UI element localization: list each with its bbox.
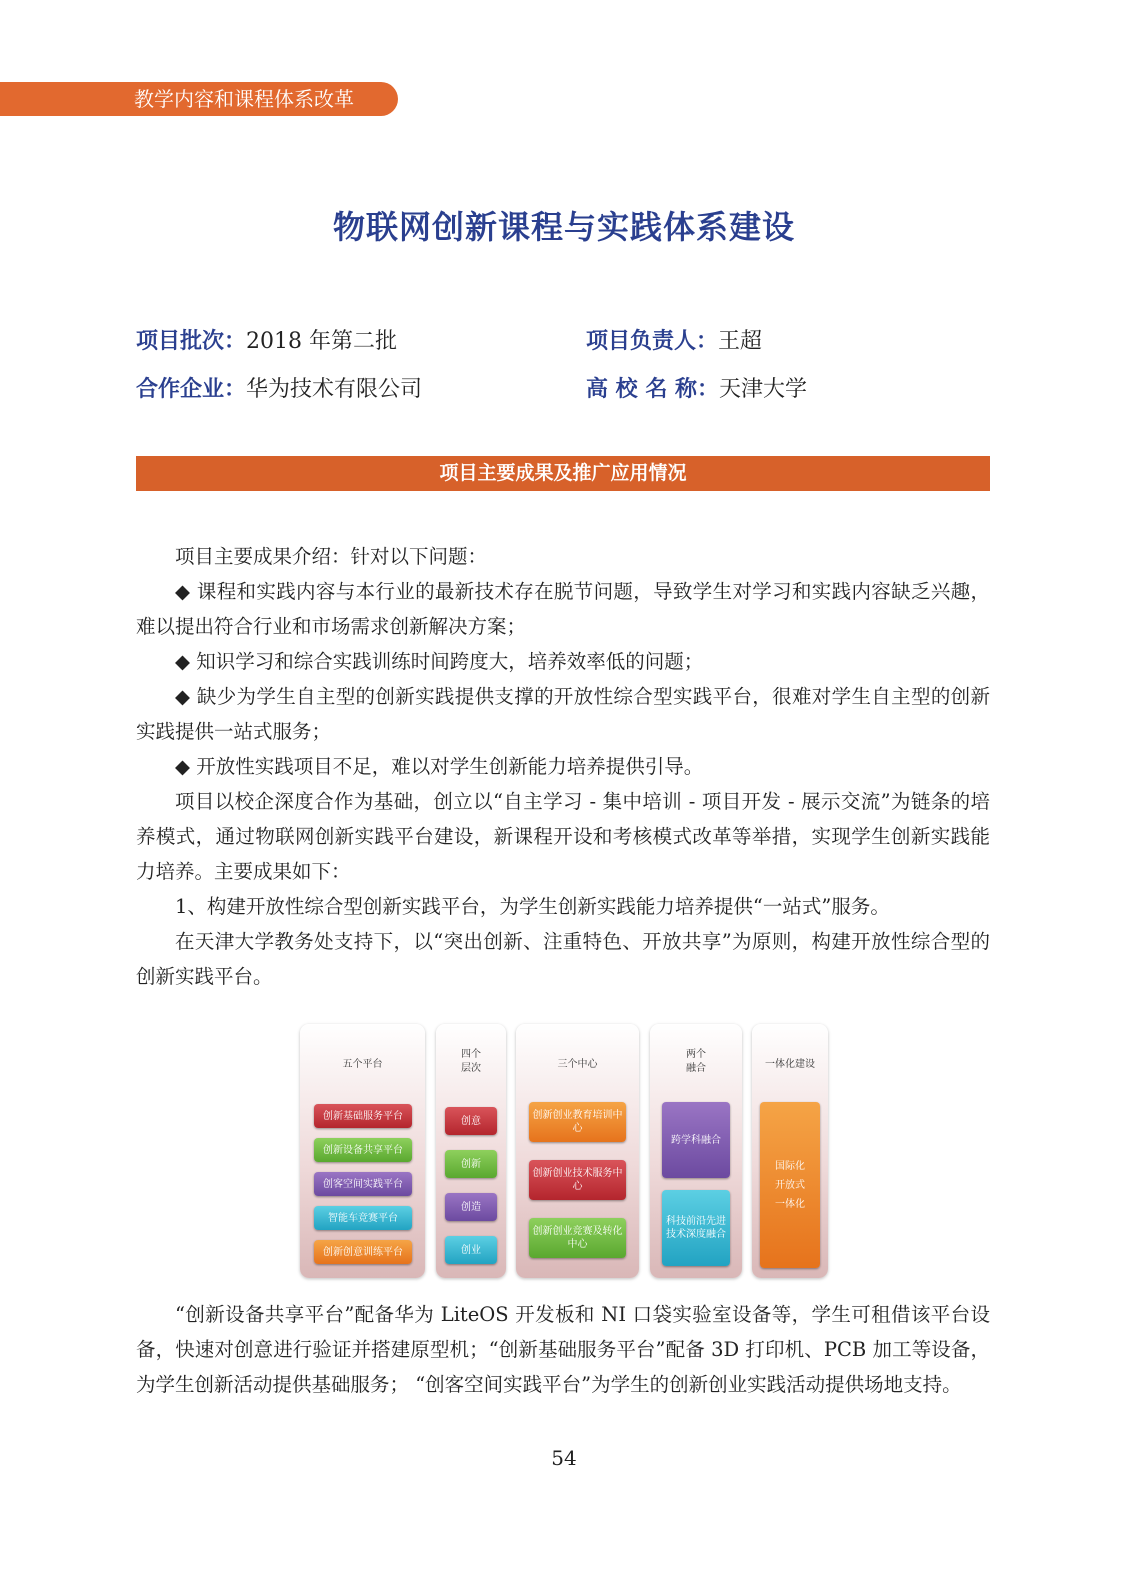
- diagram-box: 创业: [445, 1236, 497, 1264]
- diagram-column-platforms: [300, 1024, 425, 1278]
- diagram-box: 创新基础服务平台: [314, 1104, 412, 1128]
- diagram-box: 创意: [445, 1107, 497, 1135]
- column-heading: 三个中心: [557, 1059, 598, 1070]
- company-value: 华为技术有限公司: [246, 377, 423, 402]
- diagram-box: 科技前沿先进技术深度融合: [662, 1190, 730, 1266]
- column-heading: 一体化建设: [765, 1059, 815, 1070]
- diagram-box: 创造: [445, 1193, 497, 1221]
- column-heading: 两个 融合: [686, 1049, 706, 1074]
- paragraph: 项目以校企深度合作为基础，创立以“自主学习 - 集中培训 - 项目开发 - 展示交流”为链条的培养模式，通过物联网创新实践平台建设，新课程开设和考核模式改革等举措，实现学生创新实践能力培养。主要成果如下：: [136, 790, 990, 883]
- platform-diagram: [300, 1020, 830, 1282]
- batch-label: 项目批次：: [136, 329, 247, 354]
- diagram-column-levels: [436, 1024, 506, 1278]
- diagram-column-integration: [650, 1024, 742, 1278]
- diagram-box: 创新创业教育培训中心: [529, 1102, 626, 1142]
- body-text-after: [136, 1297, 990, 1402]
- diagram-box: 创新设备共享平台: [314, 1138, 412, 1162]
- diagram-box: 创新创业技术服务中心: [529, 1160, 626, 1200]
- diagram-box: 创客空间实践平台: [314, 1172, 412, 1196]
- paragraph: 项目主要成果介绍：针对以下问题：: [175, 545, 488, 568]
- paragraph: ◆ 知识学习和综合实践训练时间跨度大，培养效率低的问题；: [175, 650, 704, 673]
- meta-school: [586, 372, 807, 403]
- paragraph: ◆ 缺少为学生自主型的创新实践提供支撑的开放性综合型实践平台，很难对学生自主型的创新实践提供一站式服务；: [136, 685, 990, 743]
- school-label: 高 校 名 称：: [586, 377, 719, 402]
- company-label: 合作企业：: [136, 377, 247, 402]
- page-number: 54: [551, 1446, 577, 1470]
- column-heading: 五个平台: [342, 1059, 383, 1070]
- paragraph: 在天津大学教务处支持下，以“突出创新、注重特色、开放共享”为原则，构建开放性综合型的创新实践平台。: [136, 930, 990, 988]
- school-value: 天津大学: [718, 377, 807, 402]
- body-text: [136, 539, 990, 994]
- diagram-box: 智能车竞赛平台: [314, 1206, 412, 1230]
- diagram-column-centers: [516, 1024, 639, 1278]
- column-heading: 四个 层次: [461, 1049, 481, 1074]
- paragraph: 1、构建开放性综合型创新实践平台，为学生创新实践能力培养提供“一站式”服务。: [175, 895, 890, 918]
- diagram-box: 国际化 开放式 一体化: [760, 1102, 820, 1268]
- meta-company: [136, 372, 422, 403]
- leader-value: 王超: [718, 329, 763, 354]
- paragraph: ◆ 课程和实践内容与本行业的最新技术存在脱节问题，导致学生对学习和实践内容缺乏兴趣，难以提出符合行业和市场需求创新解决方案；: [136, 580, 990, 638]
- paragraph: ◆ 开放性实践项目不足，难以对学生创新能力培养提供引导。: [175, 755, 704, 778]
- diagram-box: 创新: [445, 1150, 497, 1178]
- leader-label: 项目负责人：: [586, 329, 719, 354]
- page-title: 物联网创新课程与实践体系建设: [332, 208, 795, 246]
- section-tab: 教学内容和课程体系改革: [0, 82, 398, 116]
- diagram-box: 创新创意训练平台: [314, 1240, 412, 1264]
- meta-leader: [586, 324, 762, 355]
- results-banner: 项目主要成果及推广应用情况: [136, 456, 990, 491]
- diagram-column-integration-building: [752, 1024, 828, 1278]
- diagram-box: 创新创业竞赛及转化中心: [529, 1218, 626, 1258]
- batch-value: 2018 年第二批: [246, 329, 397, 354]
- diagram-box: 跨学科融合: [662, 1102, 730, 1178]
- meta-batch: [136, 324, 397, 355]
- paragraph: “创新设备共享平台”配备华为 LiteOS 开发板和 NI 口袋实验室设备等，学生可租借该平台设备，快速对创意进行验证并搭建原型机；“创新基础服务平台”配备 3D 打印机、PCB 加工等设备，为学生创新活动提供基础服务； “创客空间实践平台”为学生的创新创业实践活动提供场地支持。: [136, 1303, 990, 1396]
